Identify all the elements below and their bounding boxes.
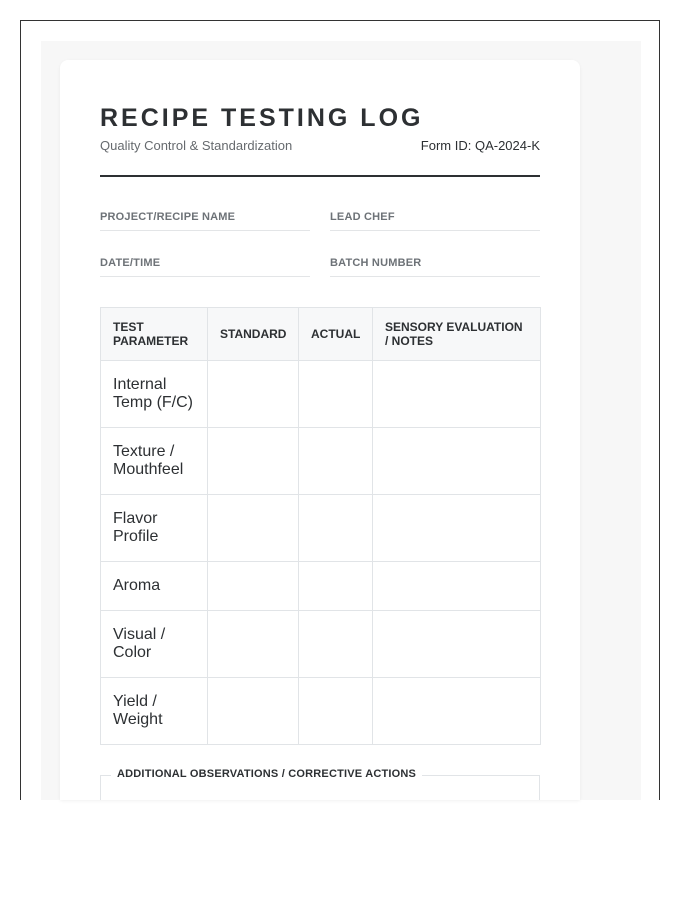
column-header-test-parameter: TEST PARAMETER [101,308,208,361]
standard-cell[interactable] [208,562,299,611]
standard-cell[interactable] [208,361,299,428]
table-header-row [101,308,541,361]
row-label: Texture / Mouthfeel [101,428,208,495]
notes-cell[interactable] [373,678,541,745]
field-lead-chef[interactable]: LEAD CHEF [330,211,540,231]
form-title: RECIPE TESTING LOG [100,104,424,132]
actual-cell[interactable] [299,495,373,562]
row-label: Yield / Weight [101,678,208,745]
form-subheader [100,138,540,153]
form-id: Form ID: QA-2024-K [420,138,540,153]
field-project-recipe-name[interactable]: PROJECT/RECIPE NAME [100,211,310,231]
field-date-time[interactable]: DATE/TIME [100,257,310,277]
table-row [101,562,541,611]
form-sheet [60,60,580,800]
row-label: Aroma [101,562,208,611]
observations-label: ADDITIONAL OBSERVATIONS / CORRECTIVE ACTIONS [111,768,422,780]
table-row [101,611,541,678]
actual-cell[interactable] [299,562,373,611]
standard-cell[interactable] [208,678,299,745]
notes-cell[interactable] [373,428,541,495]
table-row [101,428,541,495]
field-batch-number[interactable]: BATCH NUMBER [330,257,540,277]
actual-cell[interactable] [299,678,373,745]
notes-cell[interactable] [373,562,541,611]
notes-cell[interactable] [373,361,541,428]
standard-cell[interactable] [208,495,299,562]
notes-cell[interactable] [373,495,541,562]
standard-cell[interactable] [208,428,299,495]
actual-cell[interactable] [299,611,373,678]
row-label: Visual / Color [101,611,208,678]
table-row [101,678,541,745]
column-header-actual: ACTUAL [299,308,373,361]
info-fields [100,211,540,277]
column-header-standard: STANDARD [208,308,299,361]
standard-cell[interactable] [208,611,299,678]
column-header-sensory-notes: SENSORY EVALUATION / NOTES [373,308,541,361]
table-row [101,495,541,562]
form-subtitle: Quality Control & Standardization [100,138,293,153]
actual-cell[interactable] [299,361,373,428]
notes-cell[interactable] [373,611,541,678]
header-divider [100,175,540,177]
observations-box[interactable] [100,768,540,800]
table-row [101,361,541,428]
test-table [100,307,541,745]
row-label: Flavor Profile [101,495,208,562]
actual-cell[interactable] [299,428,373,495]
row-label: Internal Temp (F/C) [101,361,208,428]
